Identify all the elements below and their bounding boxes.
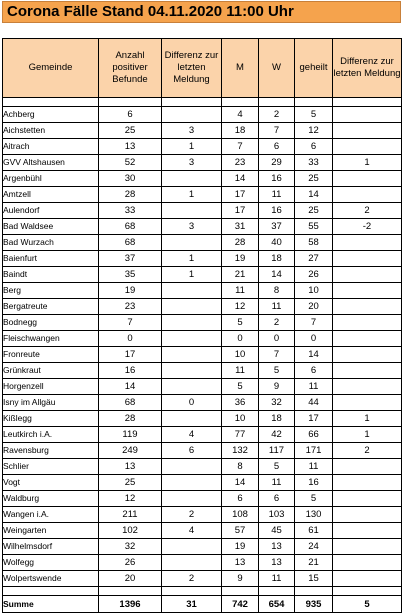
cell-positive: 26: [99, 555, 162, 571]
cell-m: 108: [222, 507, 259, 523]
spacer-cell: [99, 587, 162, 596]
cell-gemeinde: Horgenzell: [3, 379, 99, 395]
spacer-cell: [222, 587, 259, 596]
cell-w: 13: [259, 539, 295, 555]
cell-gemeinde: Baienfurt: [3, 251, 99, 267]
cell-geheilt: 55: [295, 219, 333, 235]
spacer-cell: [162, 98, 222, 107]
cell-gemeinde: Argenbühl: [3, 171, 99, 187]
cell-gemeinde: Ravensburg: [3, 443, 99, 459]
cell-diff-geheilt: [333, 395, 402, 411]
corona-cases-table: [2, 38, 402, 613]
cell-m: 10: [222, 347, 259, 363]
sum-row: [3, 596, 402, 613]
cell-positive: 68: [99, 235, 162, 251]
cell-w: 0: [259, 331, 295, 347]
spacer-row: [3, 587, 402, 596]
table-row: [3, 363, 402, 379]
spacer-cell: [259, 587, 295, 596]
cell-m: 31: [222, 219, 259, 235]
page-title: Corona Fälle Stand 04.11.2020 11:00 Uhr: [2, 1, 401, 23]
cell-diff-positive: [162, 475, 222, 491]
cell-diff-geheilt: 1: [333, 427, 402, 443]
cell-diff-geheilt: [333, 283, 402, 299]
cell-m: 18: [222, 123, 259, 139]
cell-diff-geheilt: -2: [333, 219, 402, 235]
cell-diff-positive: 4: [162, 427, 222, 443]
cell-positive: 249: [99, 443, 162, 459]
cell-gemeinde: Weingarten: [3, 523, 99, 539]
cell-gemeinde: Fronreute: [3, 347, 99, 363]
cell-diff-geheilt: [333, 235, 402, 251]
spacer-cell: [259, 98, 295, 107]
cell-w: 7: [259, 123, 295, 139]
cell-geheilt: 6: [295, 139, 333, 155]
table-row: [3, 443, 402, 459]
cell-m: 8: [222, 459, 259, 475]
sum-w: 654: [259, 596, 295, 613]
cell-w: 45: [259, 523, 295, 539]
cell-positive: 17: [99, 347, 162, 363]
spacer-cell: [3, 98, 99, 107]
cell-positive: 20: [99, 571, 162, 587]
cell-diff-geheilt: [333, 459, 402, 475]
cell-w: 6: [259, 491, 295, 507]
cell-diff-geheilt: 1: [333, 155, 402, 171]
cell-m: 6: [222, 491, 259, 507]
cell-diff-positive: [162, 459, 222, 475]
cell-w: 16: [259, 171, 295, 187]
cell-geheilt: 171: [295, 443, 333, 459]
sum-diff-geheilt: 5: [333, 596, 402, 613]
cell-geheilt: 26: [295, 267, 333, 283]
cell-diff-positive: 0: [162, 395, 222, 411]
cell-diff-geheilt: [333, 555, 402, 571]
cell-diff-geheilt: 2: [333, 203, 402, 219]
cell-diff-positive: [162, 203, 222, 219]
cell-gemeinde: Bad Waldsee: [3, 219, 99, 235]
table-row: [3, 155, 402, 171]
table-row: [3, 491, 402, 507]
cell-geheilt: 25: [295, 171, 333, 187]
cell-diff-positive: [162, 363, 222, 379]
cell-gemeinde: Aulendorf: [3, 203, 99, 219]
cell-diff-positive: [162, 491, 222, 507]
cell-m: 28: [222, 235, 259, 251]
cell-geheilt: 33: [295, 155, 333, 171]
cell-gemeinde: Aichstetten: [3, 123, 99, 139]
spacer-cell: [295, 587, 333, 596]
table-row: [3, 283, 402, 299]
cell-positive: 12: [99, 491, 162, 507]
cell-geheilt: 16: [295, 475, 333, 491]
table-row: [3, 139, 402, 155]
cell-diff-geheilt: [333, 363, 402, 379]
table-row: [3, 299, 402, 315]
sum-m: 742: [222, 596, 259, 613]
cell-diff-positive: [162, 379, 222, 395]
table-row: [3, 347, 402, 363]
cell-gemeinde: Kißlegg: [3, 411, 99, 427]
cell-geheilt: 7: [295, 315, 333, 331]
cell-geheilt: 15: [295, 571, 333, 587]
cell-w: 9: [259, 379, 295, 395]
cell-m: 19: [222, 251, 259, 267]
cell-diff-geheilt: [333, 331, 402, 347]
cell-geheilt: 27: [295, 251, 333, 267]
header-gemeinde: Gemeinde: [3, 39, 99, 98]
cell-m: 12: [222, 299, 259, 315]
cell-w: 8: [259, 283, 295, 299]
cell-gemeinde: GVV Altshausen: [3, 155, 99, 171]
cell-w: 29: [259, 155, 295, 171]
cell-positive: 32: [99, 539, 162, 555]
cell-diff-geheilt: [333, 267, 402, 283]
cell-geheilt: 11: [295, 379, 333, 395]
cell-diff-geheilt: [333, 571, 402, 587]
cell-diff-positive: 3: [162, 155, 222, 171]
header-w: W: [259, 39, 295, 98]
cell-positive: 68: [99, 395, 162, 411]
cell-diff-positive: [162, 171, 222, 187]
cell-diff-positive: [162, 411, 222, 427]
spacer-cell: [333, 98, 402, 107]
spacer-cell: [3, 587, 99, 596]
spacer-cell: [295, 98, 333, 107]
sum-positive: 1396: [99, 596, 162, 613]
cell-diff-positive: 6: [162, 443, 222, 459]
cell-m: 17: [222, 187, 259, 203]
table-row: [3, 459, 402, 475]
cell-diff-positive: [162, 235, 222, 251]
cell-diff-geheilt: [333, 299, 402, 315]
cell-positive: 119: [99, 427, 162, 443]
cell-diff-geheilt: 2: [333, 443, 402, 459]
table-row: [3, 539, 402, 555]
cell-geheilt: 20: [295, 299, 333, 315]
cell-diff-positive: [162, 347, 222, 363]
cell-gemeinde: Bergatreute: [3, 299, 99, 315]
table-row: [3, 555, 402, 571]
cell-gemeinde: Leutkirch i.A.: [3, 427, 99, 443]
header-m: M: [222, 39, 259, 98]
cell-geheilt: 58: [295, 235, 333, 251]
cell-gemeinde: Waldburg: [3, 491, 99, 507]
table-row: [3, 251, 402, 267]
cell-w: 2: [259, 107, 295, 123]
cell-positive: 30: [99, 171, 162, 187]
header-diff-geheilt: Differenz zur letzten Meldung: [333, 39, 402, 98]
cell-positive: 211: [99, 507, 162, 523]
cell-w: 6: [259, 139, 295, 155]
spacer-cell: [222, 98, 259, 107]
cell-w: 18: [259, 411, 295, 427]
cell-geheilt: 5: [295, 491, 333, 507]
cell-gemeinde: Fleischwangen: [3, 331, 99, 347]
spacer-cell: [99, 98, 162, 107]
cell-m: 23: [222, 155, 259, 171]
spacer-cell: [162, 587, 222, 596]
table-row: [3, 219, 402, 235]
table-row: [3, 203, 402, 219]
cell-gemeinde: Achberg: [3, 107, 99, 123]
cell-diff-positive: 1: [162, 139, 222, 155]
cell-gemeinde: Wangen i.A.: [3, 507, 99, 523]
spacer-row: [3, 98, 402, 107]
cell-w: 32: [259, 395, 295, 411]
cell-w: 5: [259, 363, 295, 379]
cell-m: 14: [222, 171, 259, 187]
cell-positive: 13: [99, 459, 162, 475]
sum-diff-positive: 31: [162, 596, 222, 613]
cell-diff-positive: [162, 299, 222, 315]
cell-w: 18: [259, 251, 295, 267]
cell-geheilt: 0: [295, 331, 333, 347]
cell-geheilt: 10: [295, 283, 333, 299]
cell-m: 13: [222, 555, 259, 571]
cell-m: 0: [222, 331, 259, 347]
cell-gemeinde: Wolfegg: [3, 555, 99, 571]
cell-gemeinde: Aitrach: [3, 139, 99, 155]
cell-positive: 28: [99, 411, 162, 427]
header-geheilt: geheilt: [295, 39, 333, 98]
cell-gemeinde: Baindt: [3, 267, 99, 283]
cell-diff-geheilt: 1: [333, 411, 402, 427]
cell-diff-geheilt: [333, 523, 402, 539]
cell-diff-geheilt: [333, 507, 402, 523]
cell-w: 11: [259, 571, 295, 587]
cell-gemeinde: Wilhelmsdorf: [3, 539, 99, 555]
table-row: [3, 523, 402, 539]
cell-positive: 28: [99, 187, 162, 203]
cell-m: 132: [222, 443, 259, 459]
cell-diff-geheilt: [333, 475, 402, 491]
cell-positive: 23: [99, 299, 162, 315]
cell-m: 5: [222, 379, 259, 395]
cell-m: 11: [222, 283, 259, 299]
cell-diff-geheilt: [333, 171, 402, 187]
cell-positive: 33: [99, 203, 162, 219]
cell-diff-geheilt: [333, 187, 402, 203]
cell-diff-positive: 3: [162, 123, 222, 139]
cell-w: 16: [259, 203, 295, 219]
cell-m: 4: [222, 107, 259, 123]
cell-gemeinde: Wolpertswende: [3, 571, 99, 587]
cell-m: 5: [222, 315, 259, 331]
table-row: [3, 395, 402, 411]
cell-m: 36: [222, 395, 259, 411]
cell-geheilt: 25: [295, 203, 333, 219]
cell-w: 14: [259, 267, 295, 283]
cell-w: 11: [259, 475, 295, 491]
sum-geheilt: 935: [295, 596, 333, 613]
cell-geheilt: 130: [295, 507, 333, 523]
cell-w: 37: [259, 219, 295, 235]
cell-diff-positive: [162, 315, 222, 331]
table-row: [3, 379, 402, 395]
cell-m: 14: [222, 475, 259, 491]
cell-geheilt: 61: [295, 523, 333, 539]
cell-w: 103: [259, 507, 295, 523]
cell-positive: 7: [99, 315, 162, 331]
cell-geheilt: 14: [295, 347, 333, 363]
cell-w: 2: [259, 315, 295, 331]
cell-gemeinde: Bad Wurzach: [3, 235, 99, 251]
cell-diff-positive: 1: [162, 267, 222, 283]
cell-positive: 6: [99, 107, 162, 123]
cell-positive: 13: [99, 139, 162, 155]
cell-positive: 16: [99, 363, 162, 379]
cell-diff-geheilt: [333, 251, 402, 267]
table-row: [3, 235, 402, 251]
cell-diff-positive: [162, 539, 222, 555]
cell-m: 11: [222, 363, 259, 379]
cell-geheilt: 17: [295, 411, 333, 427]
cell-geheilt: 6: [295, 363, 333, 379]
table-row: [3, 571, 402, 587]
cell-m: 10: [222, 411, 259, 427]
table-row: [3, 267, 402, 283]
cell-diff-geheilt: [333, 123, 402, 139]
cell-geheilt: 66: [295, 427, 333, 443]
cell-diff-geheilt: [333, 491, 402, 507]
cell-diff-geheilt: [333, 107, 402, 123]
cell-m: 19: [222, 539, 259, 555]
cell-geheilt: 44: [295, 395, 333, 411]
table-row: [3, 427, 402, 443]
cell-diff-positive: [162, 331, 222, 347]
cell-gemeinde: Amtzell: [3, 187, 99, 203]
table-row: [3, 507, 402, 523]
cell-gemeinde: Isny im Allgäu: [3, 395, 99, 411]
header-positive: Anzahl positiver Befunde: [99, 39, 162, 98]
cell-diff-positive: 2: [162, 571, 222, 587]
cell-positive: 52: [99, 155, 162, 171]
cell-geheilt: 24: [295, 539, 333, 555]
cell-diff-positive: 1: [162, 187, 222, 203]
cell-diff-positive: [162, 283, 222, 299]
cell-positive: 102: [99, 523, 162, 539]
cell-geheilt: 14: [295, 187, 333, 203]
cell-positive: 14: [99, 379, 162, 395]
cell-m: 57: [222, 523, 259, 539]
cell-diff-geheilt: [333, 539, 402, 555]
cell-geheilt: 12: [295, 123, 333, 139]
cell-gemeinde: Grünkraut: [3, 363, 99, 379]
spacer-cell: [333, 587, 402, 596]
table-row: [3, 171, 402, 187]
cell-w: 117: [259, 443, 295, 459]
cell-m: 77: [222, 427, 259, 443]
cell-diff-geheilt: [333, 379, 402, 395]
table-row: [3, 315, 402, 331]
table-row: [3, 331, 402, 347]
cell-diff-positive: 2: [162, 507, 222, 523]
cell-positive: 35: [99, 267, 162, 283]
cell-diff-positive: 4: [162, 523, 222, 539]
cell-diff-positive: 1: [162, 251, 222, 267]
cell-m: 17: [222, 203, 259, 219]
table-row: [3, 187, 402, 203]
cell-gemeinde: Berg: [3, 283, 99, 299]
table-row: [3, 475, 402, 491]
table-row: [3, 107, 402, 123]
sum-gemeinde: Summe: [3, 596, 99, 613]
cell-m: 21: [222, 267, 259, 283]
table-row: [3, 123, 402, 139]
cell-w: 11: [259, 299, 295, 315]
cell-positive: 0: [99, 331, 162, 347]
cell-positive: 37: [99, 251, 162, 267]
cell-w: 11: [259, 187, 295, 203]
cell-geheilt: 11: [295, 459, 333, 475]
cell-gemeinde: Bodnegg: [3, 315, 99, 331]
cell-w: 7: [259, 347, 295, 363]
cell-positive: 19: [99, 283, 162, 299]
cell-diff-geheilt: [333, 347, 402, 363]
cell-geheilt: 21: [295, 555, 333, 571]
cell-gemeinde: Vogt: [3, 475, 99, 491]
cell-positive: 25: [99, 123, 162, 139]
cell-diff-geheilt: [333, 315, 402, 331]
cell-w: 13: [259, 555, 295, 571]
cell-m: 7: [222, 139, 259, 155]
header-row: [3, 39, 402, 98]
cell-diff-positive: [162, 555, 222, 571]
cell-m: 9: [222, 571, 259, 587]
cell-geheilt: 5: [295, 107, 333, 123]
table-row: [3, 411, 402, 427]
header-diff-positive: Differenz zur letzten Meldung: [162, 39, 222, 98]
cell-diff-geheilt: [333, 139, 402, 155]
cell-positive: 25: [99, 475, 162, 491]
cell-gemeinde: Schlier: [3, 459, 99, 475]
cell-w: 40: [259, 235, 295, 251]
cell-w: 5: [259, 459, 295, 475]
cell-positive: 68: [99, 219, 162, 235]
cell-diff-positive: [162, 107, 222, 123]
cell-diff-positive: 3: [162, 219, 222, 235]
cell-w: 42: [259, 427, 295, 443]
